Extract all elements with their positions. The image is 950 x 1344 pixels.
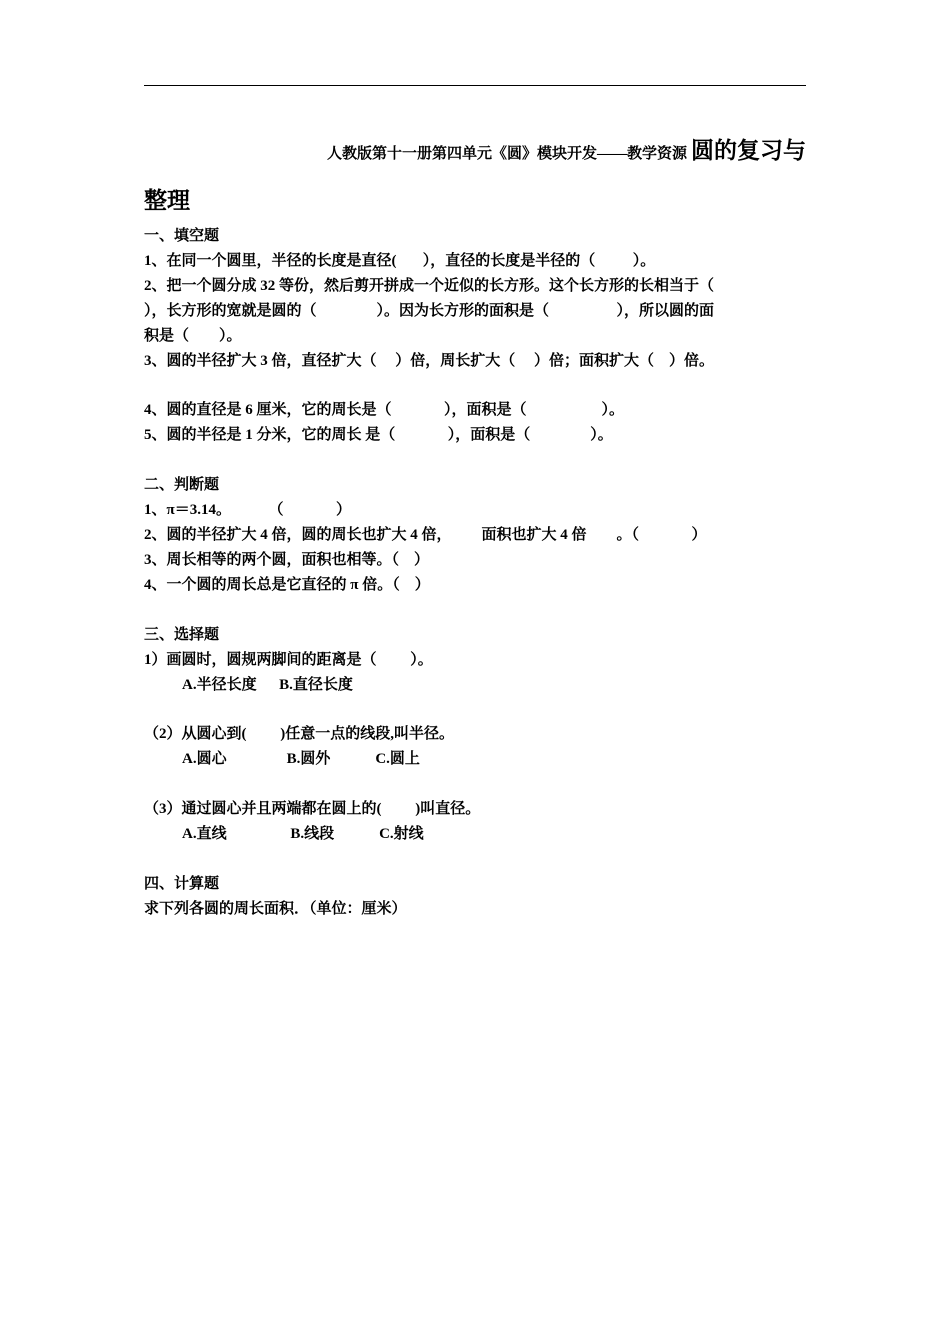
question-line: 5、圆的半径是 1 分米，它的周长 是（ ），面积是（ ）。 [144, 427, 613, 443]
question-line: 积是（ ）。 [144, 328, 242, 344]
header-subtitle: 人教版第十一册第四单元《圆》模块开发——教学资源 [326, 146, 687, 162]
question-line: 2、把一个圆分成 32 等份，然后剪开拼成一个近似的长方形。这个长方形的长相当于（ [144, 278, 715, 294]
answer-options: A.圆心 B.圆外 C.圆上 [182, 751, 420, 767]
document-title-continued: 整理 [144, 188, 190, 213]
top-rule [144, 85, 806, 86]
answer-options: A.直线 B.线段 C.射线 [182, 826, 424, 842]
answer-options: A.半径长度 B.直径长度 [182, 677, 353, 693]
section-heading-multiple-choice: 三、选择题 [144, 627, 220, 643]
document-header [144, 132, 806, 165]
question-line: 3、圆的半径扩大 3 倍，直径扩大（ ）倍，周长扩大（ ）倍；面积扩大（ ）倍。 [144, 353, 715, 369]
question-line: 1、在同一个圆里，半径的长度是直径( ），直径的长度是半径的（ ）。 [144, 253, 656, 269]
question-line: 1、π＝3.14。 （ ） [144, 502, 351, 518]
section-heading-calculation: 四、计算题 [144, 876, 220, 892]
question-line: （3）通过圆心并且两端都在圆上的( )叫直径。 [144, 801, 481, 817]
question-line: 1）画圆时，圆规两脚间的距离是（ ）。 [144, 652, 433, 668]
document-title: 圆的复习与 [691, 138, 806, 163]
question-line: 3、周长相等的两个圆，面积也相等。（ ） [144, 552, 430, 568]
question-line: 4、一个圆的周长总是它直径的 π 倍。（ ） [144, 577, 430, 593]
question-line: （2）从圆心到( )任意一点的线段,叫半径。 [144, 726, 454, 742]
section-heading-true-false: 二、判断题 [144, 477, 220, 493]
question-line: 求下列各圆的周长面积．（单位：厘米） [144, 901, 407, 917]
section-heading-fill-in: 一、填空题 [144, 228, 220, 244]
question-line: 4、圆的直径是 6 厘米，它的周长是（ ），面积是（ ）。 [144, 402, 625, 418]
question-line: ），长方形的宽就是圆的（ ）。因为长方形的面积是（ ），所以圆的面 [144, 303, 715, 319]
question-line: 2、圆的半径扩大 4 倍，圆的周长也扩大 4 倍， 面积也扩大 4 倍 。（ ） [144, 527, 707, 543]
